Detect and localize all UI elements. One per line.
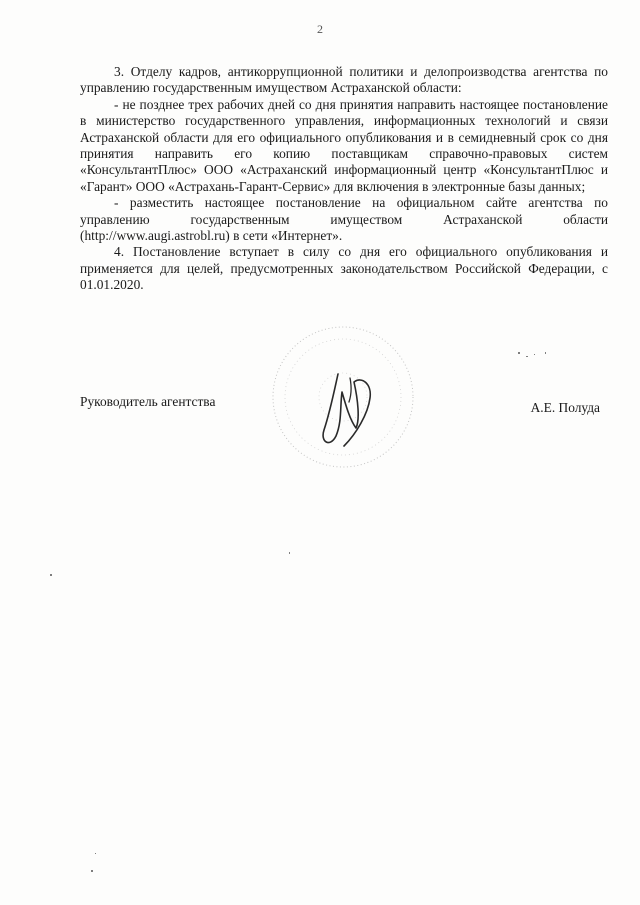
signatory-name: А.Е. Полуда [530,400,600,415]
paragraph-bullet-publication: - не позднее трех рабочих дней со дня принятия направить настоящее постановление в министерство государственного управления, информационных технологий и связи Астраханской области для его официального опубликования и в семидневный срок со дня принятия направить его копию поставщикам справочно-правовых систем «КонсультантПлюс» ООО «Астраханский информационный центр «КонсультантПлюс и «Гарант» ООО «Астрахань-Гарант-Сервис» для включения в электронные базы данных; [80,96,608,194]
paragraph-item-3: 3. Отделу кадров, антикоррупционной политики и делопроизводства агентства по управлению государственным имуществом Астраханской области: [80,64,608,96]
signature-block [80,394,600,414]
paragraph-item-4: 4. Постановление вступает в силу со дня его официального опубликования и применяется для целей, предусмотренных законодательством Российской Федерации, с 01.01.2020. [80,244,608,293]
paragraph-bullet-website: - разместить настоящее постановление на официальном сайте агентства по управлению государственным имуществом Астраханской области (http://www.augi.astrobl.ru) в сети «Интернет». [80,195,608,244]
scan-speck [289,552,290,554]
scan-speck [545,352,546,354]
page-number: 2 [317,22,323,36]
scan-speck [50,574,52,576]
scan-speck [91,870,93,872]
scan-speck [518,352,520,354]
scan-speck [95,853,96,854]
scan-speck [534,354,535,355]
signatory-position: Руководитель агентства [80,394,216,409]
scan-speck [526,356,528,357]
document-body [80,64,608,294]
